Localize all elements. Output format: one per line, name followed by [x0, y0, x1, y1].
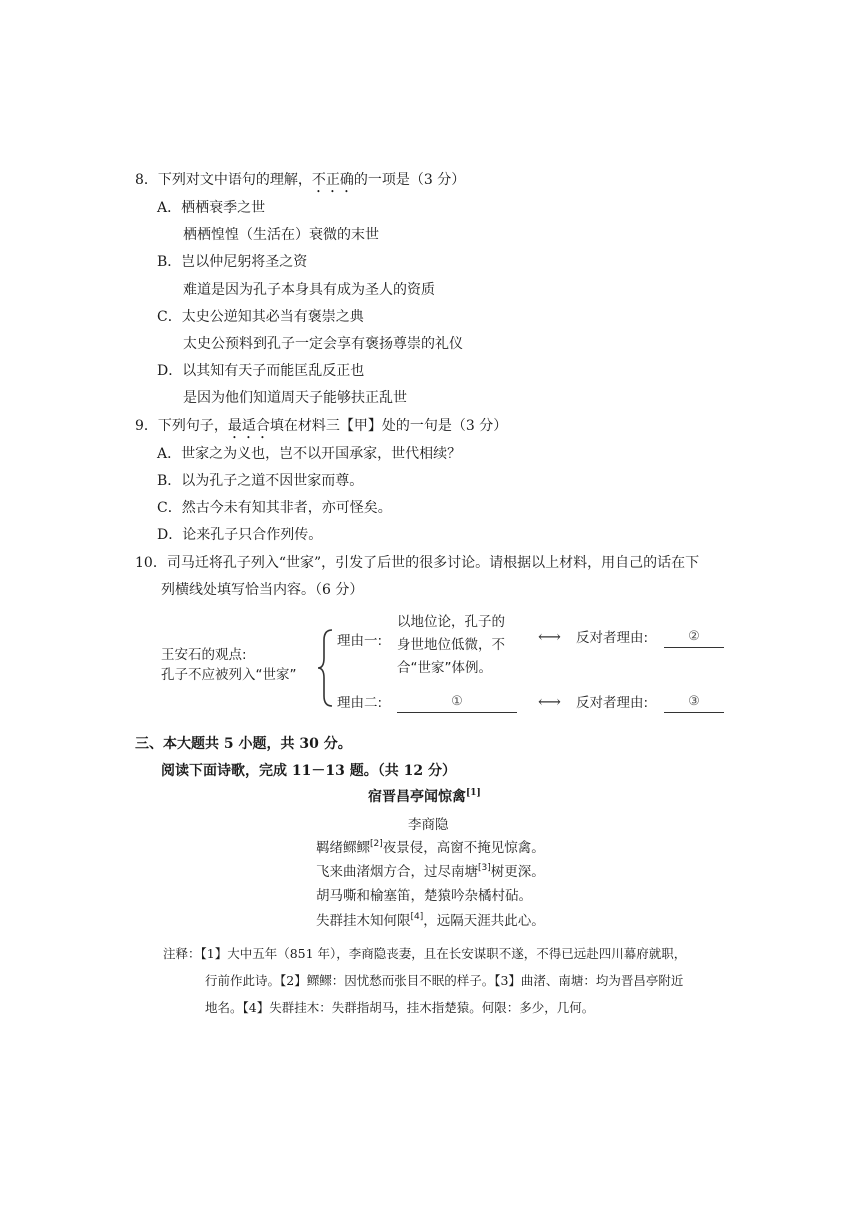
emphasis-text: 最适合: [227, 418, 270, 434]
emphasis-text: 不正确: [311, 172, 354, 188]
blank-3[interactable]: ③: [664, 692, 724, 713]
stem-text: 的一项是（3 分）: [353, 172, 466, 188]
poem-line: 失群挂木知何限[4]，远隔天涯共此心。: [316, 912, 545, 929]
notes-lead: 注释：: [163, 946, 201, 961]
blank-1[interactable]: ①: [397, 692, 517, 713]
q8-option-b: B．岂以仲尼躬将圣之资: [157, 254, 308, 270]
footnote-marker: [4]: [410, 912, 424, 922]
q9-option-a: A．世家之为义也，岂不以开国承家，世代相续？: [157, 446, 462, 462]
question-8-stem: [135, 170, 465, 196]
q8-option-d: D．以其知有天子而能匡乱反正也: [157, 363, 365, 379]
reason1-line: 以地位论，孔子的: [397, 614, 505, 630]
notes-line: 地名。【4】失群挂木：失群指胡马，挂木指楚猿。何限：多少，几何。: [205, 1000, 595, 1015]
question-number: 9．: [135, 418, 158, 434]
poem-line: 飞来曲渚烟方合，过尽南塘[3]树更深。: [316, 863, 545, 880]
opponent-reason-label: 反对者理由:: [576, 630, 649, 646]
question-number: 8．: [135, 172, 158, 188]
q9-option-d: D．论来孔子只合作列传。: [157, 527, 323, 543]
question-number: 10．: [135, 555, 167, 571]
q9-option-b: B．以为孔子之道不因世家而尊。: [157, 473, 364, 489]
section-title: 三、本大题共 5 小题，共 30 分。: [135, 736, 352, 752]
q8-option-a: A．栖栖衰季之世: [157, 200, 266, 216]
notes-line: 行前作此诗。【2】鳏鳏：因忧愁而张目不眠的样子。【3】曲渚、南塘：均为晋昌亭附近: [205, 973, 684, 988]
footnote-marker: [1]: [466, 788, 481, 798]
view-text: 孔子不应被列入“世家”: [161, 667, 297, 683]
question-10-stem: [135, 553, 699, 573]
brace-icon: [316, 626, 336, 710]
reason1-line: 身世地位低微，不: [397, 637, 505, 653]
footnote-marker: [3]: [478, 863, 491, 873]
opponent-reason-label: 反对者理由:: [576, 695, 649, 711]
stem-text: 下列句子，: [157, 418, 228, 434]
q8-option-b-explain: 难道是因为孔子本身具有成为圣人的资质: [183, 282, 435, 298]
question-10-stem-cont: 列横线处填写恰当内容。（6 分）: [161, 582, 364, 598]
reason1-line: 合“世家”体例。: [397, 660, 492, 676]
reason2-label: 理由二:: [337, 695, 383, 711]
poem-author: 李商隐: [408, 817, 449, 833]
section-intro: 阅读下面诗歌，完成 11－13 题。（共 12 分）: [161, 763, 456, 779]
footnote-marker: [2]: [370, 839, 383, 849]
reason1-label: 理由一:: [337, 633, 383, 649]
stem-text: 下列对文中语句的理解，: [157, 172, 312, 188]
q8-option-a-explain: 栖栖惶惶（生活在）衰微的末世: [183, 227, 379, 243]
notes-line: 注释：【1】大中五年（851 年），李商隐丧妻，且在长安谋职不遂，不得已远赴四川幕府就职，: [163, 946, 687, 961]
q9-option-c: C．然古今未有知其非者，亦可怪矣。: [157, 500, 392, 516]
stem-text: 填在材料三【甲】处的一句是（3 分）: [269, 418, 508, 434]
q8-option-c-explain: 太史公预料到孔子一定会享有褒扬尊崇的礼仪: [183, 336, 463, 352]
view-title: 王安石的观点:: [161, 647, 247, 663]
double-arrow-icon: ⟷: [538, 692, 561, 711]
stem-text: 司马迁将孔子列入“世家”，引发了后世的很多讨论。请根据以上材料，用自己的话在下: [166, 555, 700, 571]
blank-2[interactable]: ②: [664, 627, 724, 648]
poem-line: 胡马嘶和榆塞笛，楚猿吟杂橘村砧。: [316, 888, 532, 904]
question-9-stem: [135, 416, 507, 442]
double-arrow-icon: ⟷: [538, 627, 561, 646]
q8-option-c: C．太史公逆知其必当有褒崇之典: [157, 309, 364, 325]
poem-title: 宿晋昌亭闻惊禽[1]: [368, 788, 481, 805]
poem-line: 羁绪鳏鳏[2]夜景侵，高窗不掩见惊禽。: [316, 839, 545, 856]
q8-option-d-explain: 是因为他们知道周天子能够扶正乱世: [183, 390, 407, 406]
